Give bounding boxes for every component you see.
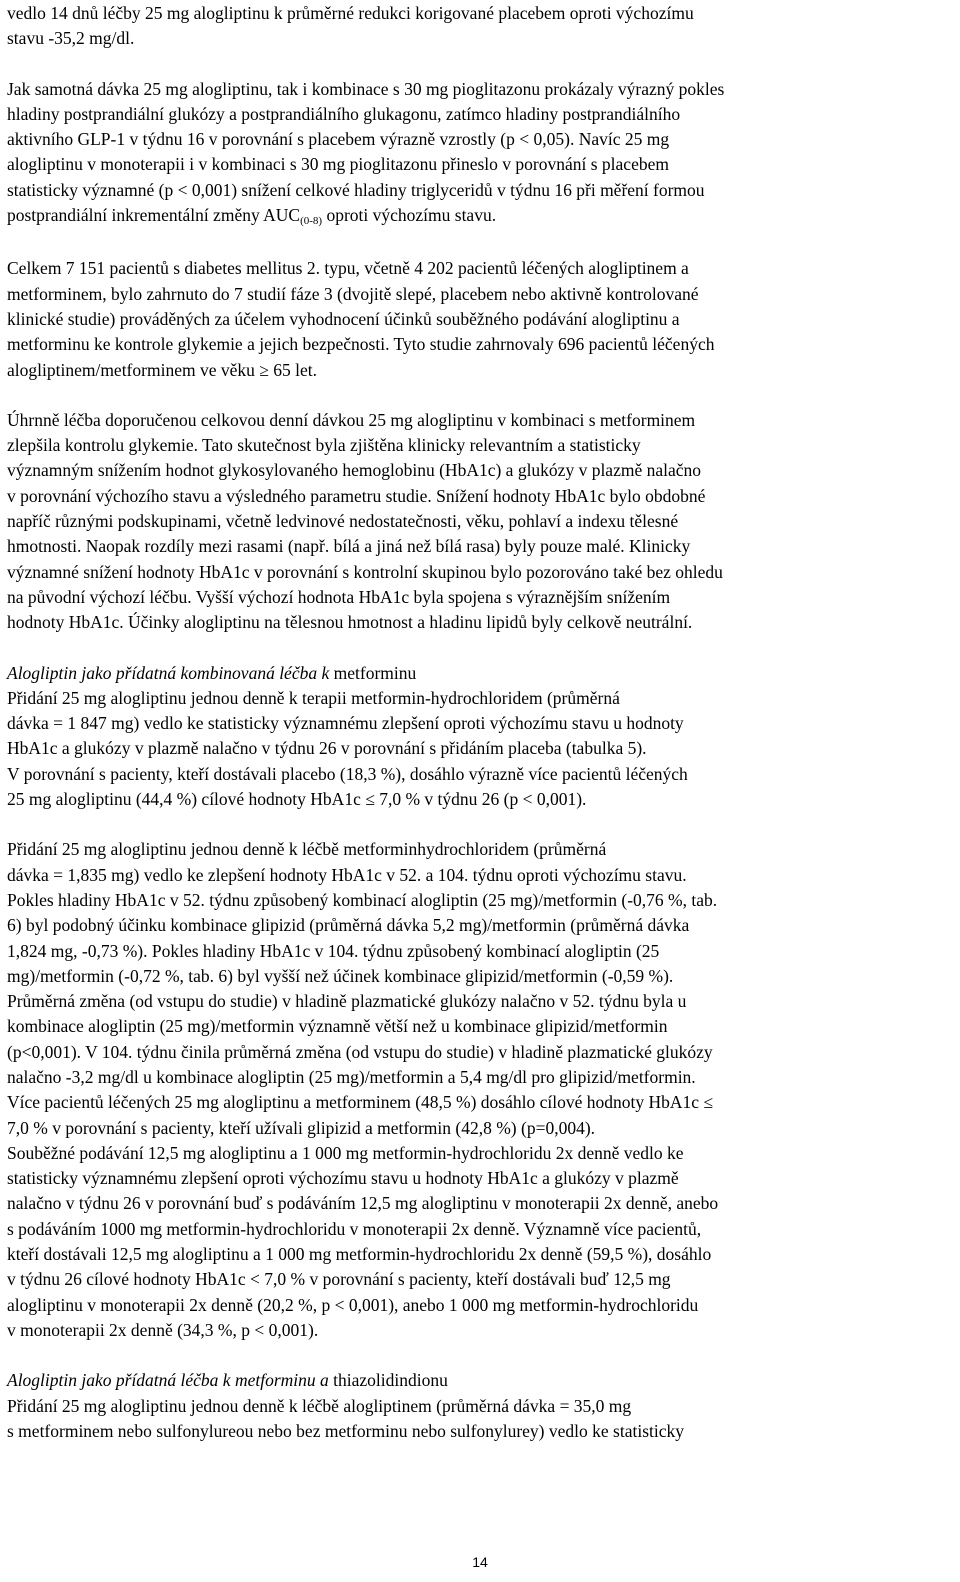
text-line: 25 mg alogliptinu (44,4 %) cílové hodnoty HbA1c ≤ 7,0 % v týdnu 26 (p < 0,001). — [7, 789, 587, 810]
paragraph-5 — [7, 686, 953, 812]
text-fragment: oproti výchozímu stavu. — [322, 205, 497, 226]
text-line: hmotnosti. Naopak rozdíly mezi rasami (např. bílá a jiná než bílá rasa) byly pouze malé. Klinicky — [7, 536, 691, 557]
text-line: metforminem, bylo zahrnuto do 7 studií fáze 3 (dvojitě slepé, placebem nebo aktivně kontrolované — [7, 283, 699, 304]
heading-normal: thiazolidindionu — [328, 1370, 448, 1391]
text-line: Přidání 25 mg alogliptinu jednou denně k léčbě alogliptinem (průměrná dávka = 35,0 mg — [7, 1395, 632, 1416]
text-line: Souběžné podávání 12,5 mg alogliptinu a 1 000 mg metformin-hydrochloridu 2x denně vedlo ke — [7, 1142, 684, 1163]
text-line: zlepšila kontrolu glykemie. Tato skutečnost byla zjištěna klinicky relevantním a statisticky — [7, 435, 641, 456]
text-line: Více pacientů léčených 25 mg alogliptinu a metforminem (48,5 %) dosáhlo cílové hodnoty HbA1c ≤ — [7, 1092, 714, 1113]
text-line: klinické studie) prováděných za účelem vyhodnocení účinků souběžného podávání alogliptinu a — [7, 308, 680, 329]
text-line: v týdnu 26 cílové hodnoty HbA1c < 7,0 % v porovnání s pacienty, kteří dostávali buď 12,5 mg — [7, 1269, 671, 1290]
paragraph-4 — [7, 408, 953, 636]
text-line: nalačno -3,2 mg/dl u kombinace alogliptin (25 mg)/metformin a 5,4 mg/dl pro glipizid/metformin. — [7, 1066, 696, 1087]
text-line: stavu -35,2 mg/dl. — [7, 28, 135, 49]
text-line: aktivního GLP-1 v týdnu 16 v porovnání s placebem výrazně vzrostly (p < 0,05). Navíc 25 mg — [7, 129, 670, 150]
text-line: HbA1c a glukózy v plazmě nalačno v týdnu 26 v porovnání s přidáním placeba (tabulka 5). — [7, 738, 647, 759]
text-fragment: postprandiální inkrementální změny AUC — [7, 205, 301, 226]
text-line: s metforminem nebo sulfonylureou nebo bez metforminu nebo sulfonylurey) vedlo ke statisticky — [7, 1420, 684, 1441]
text-line: Jak samotná dávka 25 mg alogliptinu, tak i kombinace s 30 mg pioglitazonu prokázaly výrazný pokles — [7, 78, 725, 99]
text-line: 7,0 % v porovnání s pacienty, kteří užívali glipizid a metformin (42,8 %) (p=0,004). — [7, 1117, 596, 1138]
text-line: hladiny postprandiální glukózy a postprandiálního glukagonu, zatímco hladiny postprandiálního — [7, 103, 681, 124]
heading-normal: metforminu — [329, 662, 417, 683]
heading-italic: Alogliptin jako přídatná léčba k metforminu a — [7, 1370, 329, 1391]
paragraph-6 — [7, 837, 953, 1343]
text-line: statisticky významné (p < 0,001) snížení celkové hladiny triglyceridů v týdnu 16 při měření formou — [7, 179, 705, 200]
paragraph-1 — [7, 1, 953, 52]
text-line: kombinace alogliptin (25 mg)/metformin významně větší než u kombinace glipizid/metformin — [7, 1016, 668, 1037]
text-line: Přidání 25 mg alogliptinu jednou denně k léčbě metforminhydrochloridem (průměrná — [7, 839, 607, 860]
heading-line — [7, 661, 953, 686]
text-line: metforminu ke kontrole glykemie a jejich bezpečnosti. Tyto studie zahrnovaly 696 pacientů léčených — [7, 334, 715, 355]
text-line: Přidání 25 mg alogliptinu jednou denně k terapii metformin-hydrochloridem (průměrná — [7, 687, 620, 708]
text-line: dávka = 1 847 mg) vedlo ke statisticky významnému zlepšení oproti výchozímu stavu u hodnoty — [7, 713, 684, 734]
auc-subscript: (0-8) — [300, 215, 323, 228]
text-line: alogliptinu v monoterapii i v kombinaci s 30 mg pioglitazonu přineslo v porovnání s placebem — [7, 154, 669, 175]
section-heading-metformin — [7, 661, 953, 686]
text-line: alogliptinu v monoterapii 2x denně (20,2 %, p < 0,001), anebo 1 000 mg metformin-hydrochloridu — [7, 1294, 699, 1315]
paragraph-7 — [7, 1394, 953, 1445]
paragraph-3 — [7, 256, 953, 382]
heading-line — [7, 1368, 953, 1393]
page-number: 14 — [472, 1554, 488, 1570]
text-line: vedlo 14 dnů léčby 25 mg alogliptinu k průměrné redukci korigované placebem oproti výchozímu — [7, 3, 694, 23]
text-line: kteří dostávali 12,5 mg alogliptinu a 1 000 mg metformin-hydrochloridu 2x denně (59,5 %), dosáhlo — [7, 1244, 712, 1265]
text-line: nalačno v týdnu 26 v porovnání buď s podáváním 12,5 mg alogliptinu v monoterapii 2x denně, anebo — [7, 1193, 719, 1214]
text-line: na původní výchozí léčbu. Vyšší výchozí hodnota HbA1c byla spojena s výraznějším snížením — [7, 586, 671, 607]
text-line: Průměrná změna (od vstupu do studie) v hladině plazmatické glukózy nalačno v 52. týdnu byla u — [7, 991, 687, 1012]
text-line: 6) byl podobný účinku kombinace glipizid (průměrná dávka 5,2 mg)/metformin (průměrná dávka — [7, 915, 690, 936]
text-line: Celkem 7 151 pacientů s diabetes mellitus 2. typu, včetně 4 202 pacientů léčených alogliptinem a — [7, 258, 689, 279]
text-line: s podáváním 1000 mg metformin-hydrochloridu v monoterapii 2x denně. Významně více pacientů, — [7, 1218, 702, 1239]
text-line: v porovnání výchozího stavu a výsledného parametru studie. Snížení hodnoty HbA1c bylo obdobné — [7, 485, 706, 506]
text-line: napříč různými podskupinami, včetně ledvinové nedostatečnosti, věku, pohlaví a indexu tělesné — [7, 511, 679, 532]
text-line: Pokles hladiny HbA1c v 52. týdnu způsobený kombinací alogliptin (25 mg)/metformin (-0,76 %, tab. — [7, 889, 718, 910]
text-line: Úhrnně léčba doporučenou celkovou denní dávkou 25 mg alogliptinu v kombinaci s metforminem — [7, 409, 696, 430]
text-line — [7, 203, 953, 231]
text-line: (p<0,001). V 104. týdnu činila průměrná změna (od vstupu do studie) v hladině plazmatické glukózy — [7, 1041, 713, 1062]
text-line: významným snížením hodnot glykosylovaného hemoglobinu (HbA1c) a glukózy v plazmě nalačno — [7, 460, 702, 481]
text-line: alogliptinem/metforminem ve věku ≥ 65 let. — [7, 359, 317, 380]
text-line: statisticky významnému zlepšení oproti výchozímu stavu u hodnoty HbA1c a glukózy v plazmě — [7, 1168, 679, 1189]
text-line: mg)/metformin (-0,72 %, tab. 6) byl vyšší než účinek kombinace glipizid/metformin (-0,59 %). — [7, 965, 674, 986]
text-line: dávka = 1,835 mg) vedlo ke zlepšení hodnoty HbA1c v 52. a 104. týdnu oproti výchozímu stavu. — [7, 864, 687, 885]
text-line: významné snížení hodnoty HbA1c v porovnání s kontrolní skupinou bylo pozorováno také bez ohledu — [7, 561, 723, 582]
text-line: hodnoty HbA1c. Účinky alogliptinu na tělesnou hmotnost a hladinu lipidů byly celkově neutrální. — [7, 612, 693, 633]
text-line: V porovnání s pacienty, kteří dostávali placebo (18,3 %), dosáhlo výrazně více pacientů léčených — [7, 763, 688, 784]
section-heading-thiazolidindione — [7, 1368, 953, 1393]
heading-italic: Alogliptin jako přídatná kombinovaná léčba k — [7, 662, 330, 683]
document-page — [7, 0, 953, 1582]
paragraph-2 — [7, 77, 953, 232]
text-line: 1,824 mg, -0,73 %). Pokles hladiny HbA1c v 104. týdnu způsobený kombinací alogliptin (25 — [7, 940, 660, 961]
text-line: v monoterapii 2x denně (34,3 %, p < 0,001). — [7, 1319, 319, 1340]
